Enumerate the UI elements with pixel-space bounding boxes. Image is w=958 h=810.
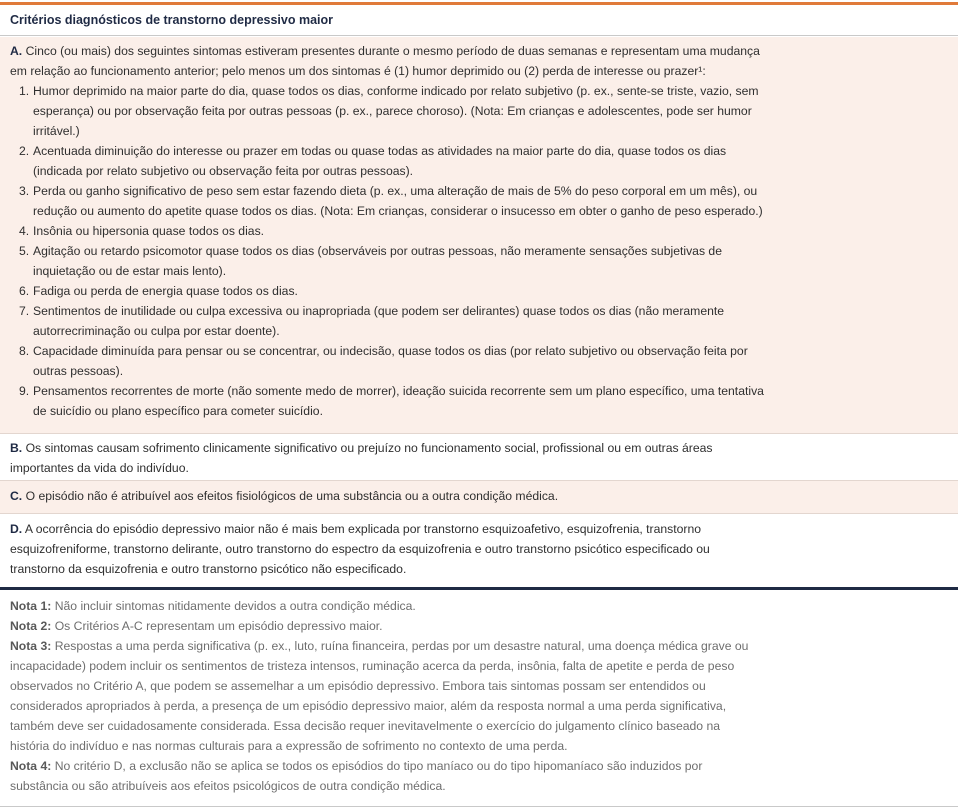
symptom-text: Sentimentos de inutilidade ou culpa excessiva ou inapropriada (que podem ser delirantes) quase todos os dias (não meramente xyxy=(33,304,725,318)
symptom-text: Pensamentos recorrentes de morte (não somente medo de morrer), ideação suicida recorrente sem um plano específico, uma tentativa xyxy=(33,384,764,398)
bottom-rule xyxy=(0,806,958,807)
criterion-a-intro-line-2: em relação ao funcionamento anterior; pelo menos um dos sintomas é (1) humor deprimido ou (2) perda de interesse ou prazer¹: xyxy=(10,64,706,78)
symptom-text: Perda ou ganho significativo de peso sem estar fazendo dieta (p. ex., uma alteração de mais de 5% do peso corporal em um mês), ou xyxy=(33,184,758,198)
symptom-item-5-line-1 xyxy=(10,241,948,261)
symptom-item-5-line-2: inquietação ou de estar mais lento). xyxy=(33,264,227,278)
note-label: Nota 4: xyxy=(10,759,52,773)
criterion-d-line-1: D. A ocorrência do episódio depressivo maior não é mais bem explicada por transtorno esquizoafetivo, esquizofrenia, transtorno xyxy=(10,522,702,536)
symptom-item-3-line-2: redução ou aumento do apetite quase todos os dias. (Nota: Em crianças, considerar o insucesso em obter o ganho de peso esperado.) xyxy=(33,204,763,218)
criterion-c-label: C. xyxy=(10,489,23,503)
symptom-item-2-line-1 xyxy=(10,141,948,161)
symptom-text: Fadiga ou perda de energia quase todos os dias. xyxy=(33,284,298,298)
criterion-d-line-3: transtorno da esquizofrenia e outro transtorno psicótico não especificado. xyxy=(10,562,407,576)
note-label: Nota 3: xyxy=(10,639,52,653)
symptom-item-7-line-1 xyxy=(10,301,948,321)
criterion-a-label: A. xyxy=(10,44,23,58)
symptom-number: 5. xyxy=(19,244,30,258)
symptom-item-7-line-2: autorrecriminação ou culpa por estar doente). xyxy=(33,324,280,338)
symptom-item-1-line-3: irritável.) xyxy=(33,124,80,138)
symptom-number: 9. xyxy=(19,384,30,398)
note-3-line-6: história do indivíduo e nas normas culturais para a expressão de sofrimento no contexto de uma perda. xyxy=(10,739,568,753)
note-label: Nota 2: xyxy=(10,619,52,633)
notes-divider xyxy=(0,587,958,590)
criterion-c-line-1: C. O episódio não é atribuível aos efeitos fisiológicos de uma substância ou a outra condição médica. xyxy=(10,489,559,503)
notes-section xyxy=(0,592,958,804)
criterion-b-line-1: B. Os sintomas causam sofrimento clinicamente significativo ou prejuízo no funcionamento social, profissional ou em outras áreas xyxy=(10,441,713,455)
symptom-text: Capacidade diminuída para pensar ou se concentrar, ou indecisão, quase todos os dias (por relato subjetivo ou observação feita por xyxy=(33,344,748,358)
symptom-item-8-line-2: outras pessoas). xyxy=(33,364,124,378)
symptom-text: Acentuada diminuição do interesse ou prazer em todas ou quase todas as atividades na maior parte do dia, quase todos os dias xyxy=(33,144,727,158)
symptom-item-8-line-1 xyxy=(10,341,948,361)
note-4-line-1 xyxy=(10,756,948,776)
criterion-a-intro-line-1: A. Cinco (ou mais) dos seguintes sintomas estiveram presentes durante o mesmo período de duas semanas e representam uma mudança xyxy=(10,44,760,58)
note-3-line-3: observados no Critério A, que podem se assemelhar a um episódio depressivo. Embora tais sintomas possam ser entendidos ou xyxy=(10,679,706,693)
note-4-line-2: substância ou são atribuíveis aos efeitos psicológicos de outra condição médica. xyxy=(10,779,446,793)
note-3-line-1 xyxy=(10,636,948,656)
criterion-b-line-2: importantes da vida do indivíduo. xyxy=(10,461,189,475)
note-3-line-4: considerados apropriados à perda, a presença de um episódio depressivo maior, além da resposta normal a uma perda significativa, xyxy=(10,699,727,713)
note-text: Os Critérios A-C representam um episódio depressivo maior. xyxy=(54,619,383,633)
symptom-number: 6. xyxy=(19,284,30,298)
symptom-text: Insônia ou hipersonia quase todos os dias. xyxy=(33,224,265,238)
symptom-number: 8. xyxy=(19,344,30,358)
symptom-item-3-line-1 xyxy=(10,181,948,201)
note-3-line-5: também deve ser cuidadosamente considerada. Essa decisão requer inevitavelmente o exercício do julgamento clínico baseado na xyxy=(10,719,720,733)
symptom-item-9-line-2: de suicídio ou plano específico para cometer suicídio. xyxy=(33,404,323,418)
symptom-number: 1. xyxy=(19,84,30,98)
symptom-number: 2. xyxy=(19,144,30,158)
symptom-number: 3. xyxy=(19,184,30,198)
symptom-number: 4. xyxy=(19,224,30,238)
note-text: Respostas a uma perda significativa (p. ex., luto, ruína financeira, perdas por um desastre natural, uma doença médica grave ou xyxy=(54,639,749,653)
symptom-item-4-line-1 xyxy=(10,221,948,241)
criterion-b-label: B. xyxy=(10,441,23,455)
symptom-item-1-line-2: esperança) ou por observação feita por outras pessoas (p. ex., parece choroso). (Nota: Em crianças e adolescentes, pode ser humor xyxy=(33,104,752,118)
criterion-d xyxy=(0,514,958,587)
note-1-line-1 xyxy=(10,596,948,616)
symptom-item-1-line-1 xyxy=(10,81,948,101)
note-2-line-1 xyxy=(10,616,948,636)
criterion-d-label: D. xyxy=(10,522,23,536)
note-3-line-2: incapacidade) podem incluir os sentimentos de tristeza intensos, ruminação acerca da perda, insônia, falta de apetite e perda de peso xyxy=(10,659,735,673)
symptom-item-9-line-1 xyxy=(10,381,948,401)
criterion-a xyxy=(0,37,958,433)
symptom-text: Humor deprimido na maior parte do dia, quase todos os dias, conforme indicado por relato subjetivo (p. ex., sente-se triste, vazio, sem xyxy=(33,84,759,98)
criterion-c xyxy=(0,481,958,513)
symptom-text: Agitação ou retardo psicomotor quase todos os dias (observáveis por outras pessoas, não meramente sensações subjetivas de xyxy=(33,244,722,258)
criterion-b xyxy=(0,434,958,480)
symptom-item-2-line-2: (indicada por relato subjetivo ou observação feita por outras pessoas). xyxy=(33,164,414,178)
title-row xyxy=(0,5,958,36)
symptom-item-6-line-1 xyxy=(10,281,948,301)
symptom-number: 7. xyxy=(19,304,30,318)
criterion-d-line-2: esquizofreniforme, transtorno delirante, outro transtorno do espectro da esquizofrenia e outro transtorno psicótico especificado ou xyxy=(10,542,710,556)
criterion-a-symptom-list xyxy=(10,81,948,421)
note-label: Nota 1: xyxy=(10,599,52,613)
note-text: No critério D, a exclusão não se aplica se todos os episódios do tipo maníaco ou do tipo hipomaníaco são induzidos por xyxy=(54,759,703,773)
note-text: Não incluir sintomas nitidamente devidos a outra condição médica. xyxy=(54,599,416,613)
table-title: Critérios diagnósticos de transtorno depressivo maior xyxy=(10,13,333,27)
